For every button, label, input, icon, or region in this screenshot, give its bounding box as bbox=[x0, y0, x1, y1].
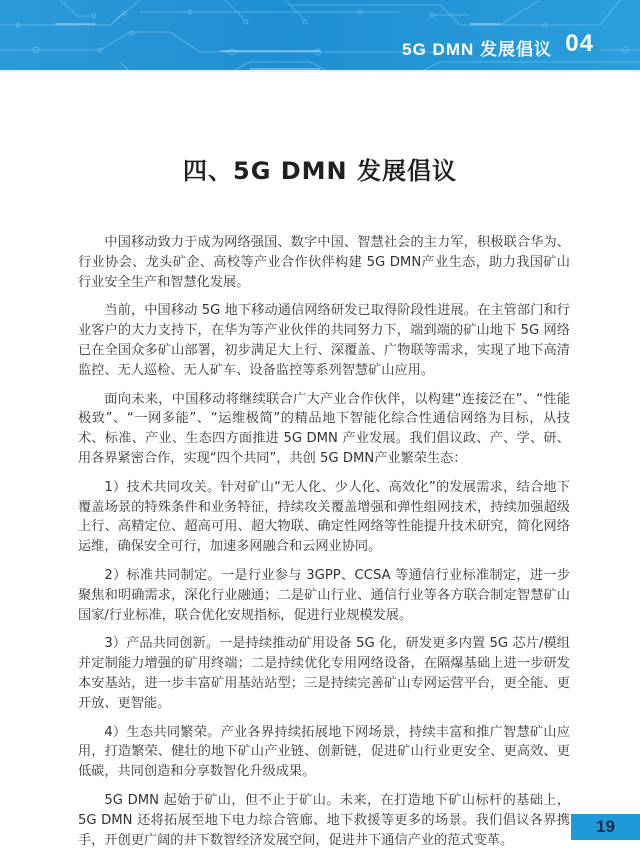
paragraph-conclusion: 5G DMN 起始于矿山，但不止于矿山。未来，在打造地下矿山标杆的基础上，5G DMN 还将拓展至地下电力综合管廊、地下救援等更多的场景。我们倡议各界携手，开创更广阔的井下数智经济发展空间，促进井下通信产业的范式变革。 bbox=[78, 792, 570, 848]
paragraph-technology: 1）技术共同攻关。针对矿山“无人化、少人化、高效化”的发展需求，结合地下覆盖场景的特殊条件和业务特征，持续攻关覆盖增强和弹性组网技术，持续加强超级上行、高精定位、超高可用、超大物联、确定性网络等性能提升技术研究，简化网络运维，确保安全可行，加速多网融合和云网业协同。 bbox=[78, 479, 570, 555]
paragraph-progress: 当前，中国移动 5G 地下移动通信网络研发已取得阶段性进展。在主管部门和行业客户的大力支持下，在华为等产业伙伴的共同努力下，端到端的矿山地下 5G 网络已在全国众多矿山部署，初步满足大上行、深覆盖、广物联等需求，实现了地下高清监控、无人巡检、无人矿车、设备监控等系列智慧矿山应用。 bbox=[78, 303, 570, 378]
header-divider bbox=[0, 70, 640, 72]
paragraph-intro: 中国移动致力于成为网络强国、数字中国、智慧社会的主力军，积极联合华为、行业协会、龙头矿企、高校等产业合作伙伴构建 5G DMN产业生态，助力我国矿山行业安全生产和智慧化发展。 bbox=[78, 235, 570, 290]
section-number: 04 bbox=[565, 30, 594, 57]
page-number: 19 bbox=[571, 814, 640, 840]
paragraph-future: 面向未来，中国移动将继续联合广大产业合作伙伴，以构建“连接泛在”、“性能极致”、“一网多能”、“运维极简”的精品地下智能化综合性通信网络为目标，从技术、标准、产业、生态四方面推进 5G DMN 产业发展。我们倡议政、产、学、研、用各界紧密合作，实现“四个共同”，共创 5G DMN产业繁荣生态： bbox=[78, 391, 570, 466]
section-title: 5G DMN 发展倡议 bbox=[402, 40, 552, 59]
section-header-banner bbox=[0, 0, 640, 72]
document-body bbox=[78, 233, 570, 859]
page-title: 四、5G DMN 发展倡议 bbox=[183, 157, 457, 186]
paragraph-products: 3）产品共同创新。一是持续推动矿用设备 5G 化，研发更多内置 5G 芯片/模组并定制能力增强的矿用终端；二是持续优化专用网络设备，在隔爆基础上进一步研发本安基站，进一步丰富矿用基站站型；三是持续完善矿山专网运营平台，更全能、更开放、更智能。 bbox=[78, 636, 570, 711]
paragraph-ecosystem: 4）生态共同繁荣。产业各界持续拓展地下网场景，持续丰富和推广智慧矿山应用，打造繁荣、健壮的地下矿山产业链、创新链，促进矿山行业更安全、更高效、更低碳，共同创造和分享数智化升级成果。 bbox=[78, 724, 570, 780]
paragraph-standards: 2）标准共同制定。一是行业参与 3GPP、CCSA 等通信行业标准制定，进一步聚焦和明确需求，深化行业融通；二是矿山行业、通信行业等各方联合制定智慧矿山国家/行业标准，联合优化安规指标，促进行业规模发展。 bbox=[78, 567, 570, 623]
